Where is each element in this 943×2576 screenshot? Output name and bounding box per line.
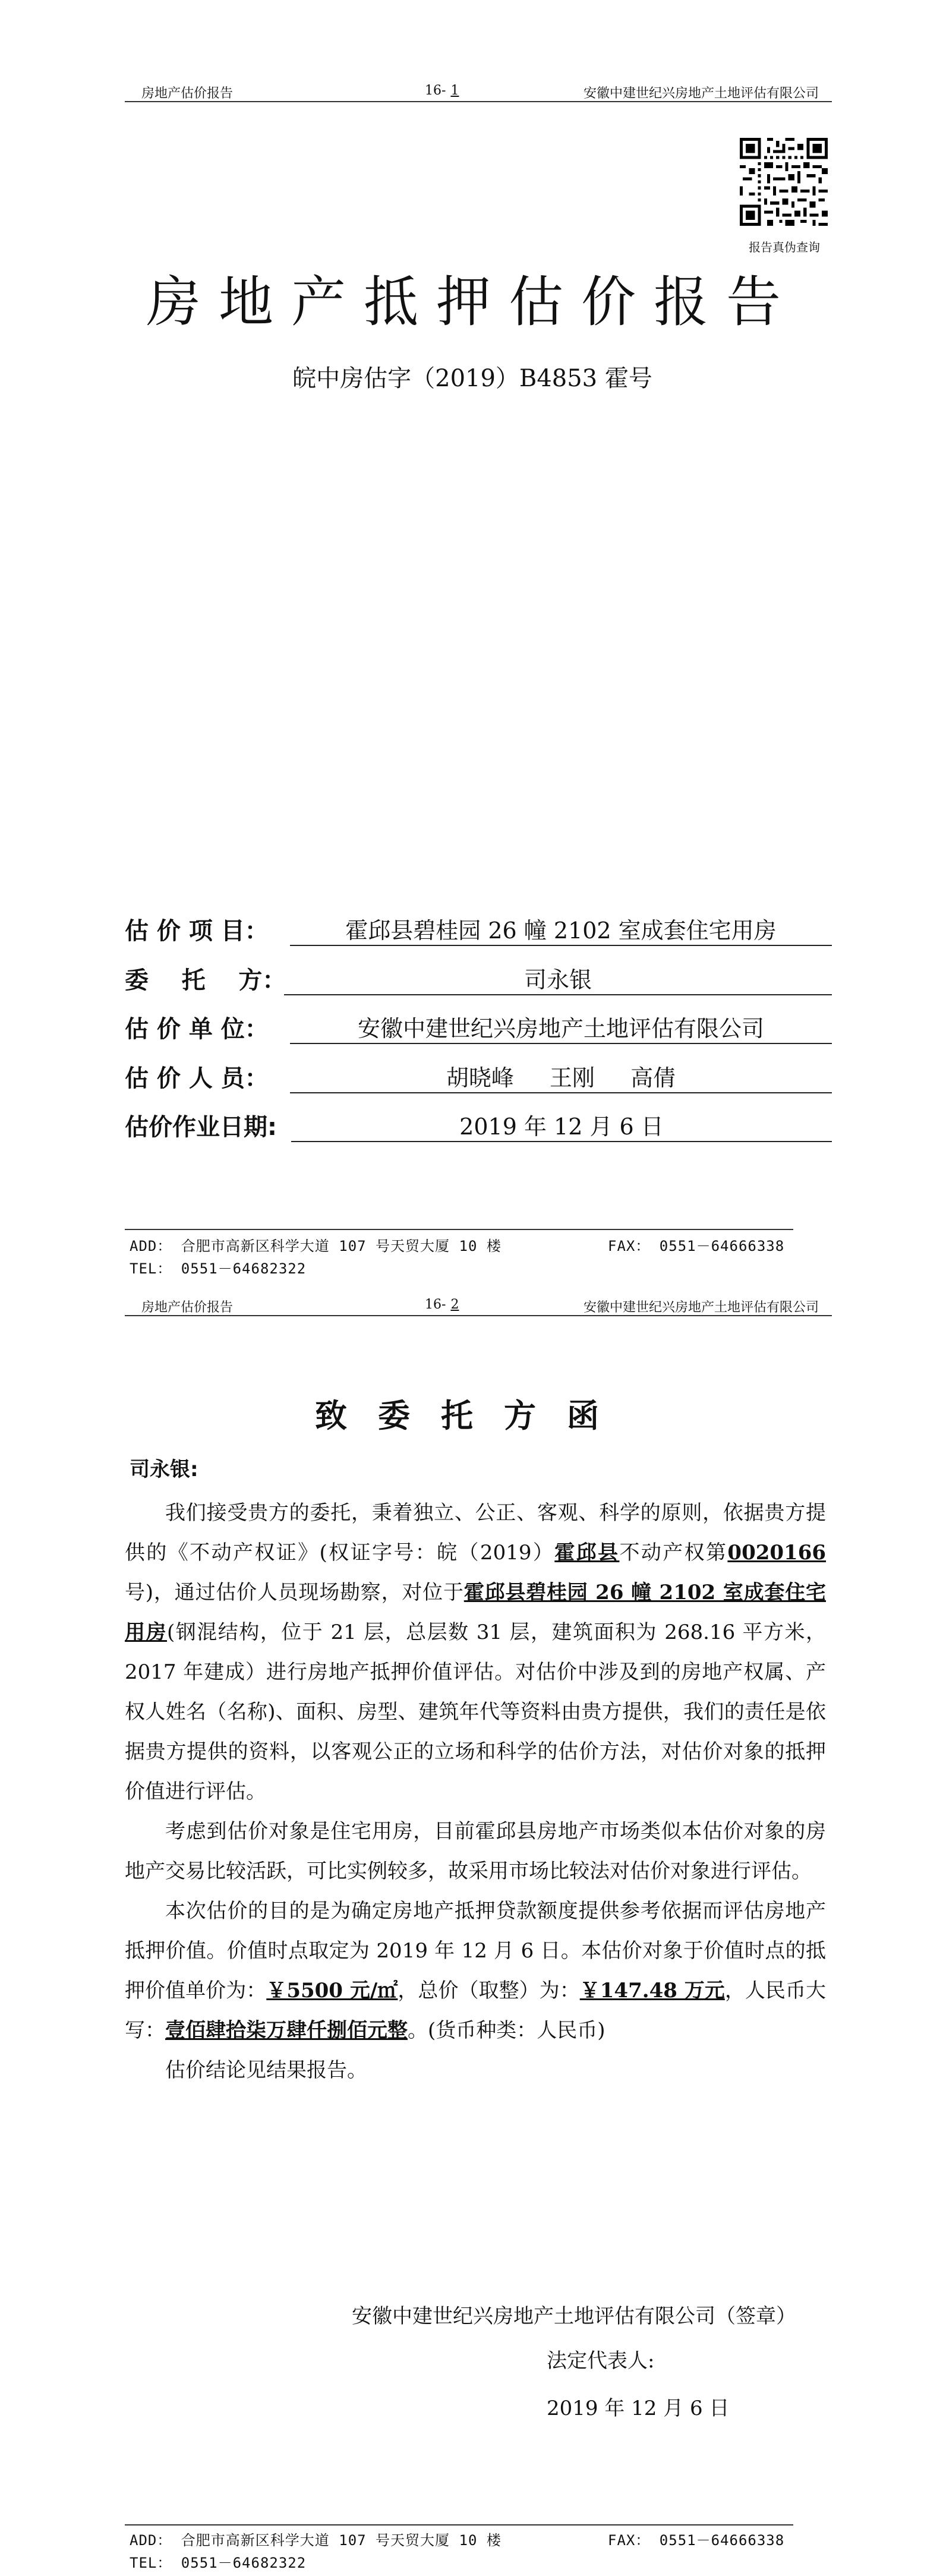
info-row-work-date bbox=[125, 1108, 832, 1144]
footer-tel: TEL： 0551－64682322 bbox=[130, 2555, 307, 2571]
page-footer-1 bbox=[130, 1235, 831, 1280]
qr-code-icon bbox=[740, 138, 828, 226]
footer-fax: FAX： 0551－64666338 bbox=[608, 2532, 785, 2549]
info-row-appraisal-unit bbox=[125, 1010, 832, 1046]
info-value-appraisal-unit: 安徽中建世纪兴房地产土地评估有限公司 bbox=[290, 1010, 832, 1044]
report-title: 房地产抵押估价报告 bbox=[146, 270, 799, 334]
letter-body bbox=[125, 1493, 826, 2091]
letter-title: 致委托方函 bbox=[315, 1397, 630, 1434]
appraiser-name: 高倩 bbox=[630, 1065, 676, 1091]
page-footer-2 bbox=[130, 2529, 831, 2574]
letter-paragraph: 我们接受贵方的委托，秉着独立、公正、客观、科学的原则，依据贵方提供的《不动产权证》(权证字号：皖（2019）霍邱县不动产权第0020166号)，通过估价人员现场勘察，对位于霍邱县碧桂园 26 幢 2102 室成套住宅用房(钢混结构，位于 21 层，总层数 31 层，建筑面积为 268.16 平方米，2017 年建成）进行房地产抵押价值评估。对估价中涉及到的房地产权属、产权人姓名（名称)、面积、房型、建筑年代等资料由贵方提供，我们的责任是依据贵方提供的资料，以客观公正的立场和科学的估价方法，对估价对象的抵押价值进行评估。 bbox=[125, 1501, 827, 1803]
letter-paragraph: 考虑到估价对象是住宅用房，目前霍邱县房地产市场类似本估价对象的房地产交易比较活跃，可比实例较多，故采用市场比较法对估价对象进行评估。 bbox=[125, 1820, 826, 1883]
qr-caption: 报告真伪查询 bbox=[749, 240, 820, 254]
page-header-1 bbox=[125, 83, 832, 102]
header-report-type: 房地产估价报告 bbox=[141, 86, 234, 101]
page-header-2 bbox=[125, 1297, 832, 1316]
info-row-project bbox=[125, 912, 832, 948]
info-label: 估价作业日期: bbox=[125, 1114, 277, 1141]
info-label: 估 价 单 位： bbox=[125, 1016, 269, 1043]
header-company: 安徽中建世纪兴房地产土地评估有限公司 bbox=[583, 86, 819, 101]
footer-tel: TEL： 0551－64682322 bbox=[130, 1260, 307, 1277]
report-number: 皖中房估字（2019）B4853 霍号 bbox=[292, 365, 652, 392]
company-seal-line: 安徽中建世纪兴房地产土地评估有限公司（签章） bbox=[352, 2304, 796, 2328]
info-label: 委 托 方： bbox=[125, 967, 286, 994]
legal-representative: 法定代表人: bbox=[547, 2349, 655, 2373]
info-row-appraisers bbox=[125, 1060, 832, 1095]
info-row-client bbox=[125, 961, 832, 997]
letter-paragraph: 估价结论见结果报告。 bbox=[165, 2058, 367, 2082]
info-value-appraisers bbox=[290, 1060, 832, 1093]
info-label: 估 价 项 目： bbox=[125, 917, 269, 945]
appraiser-name: 王刚 bbox=[549, 1065, 595, 1091]
header-page-number: 16- 2 bbox=[425, 1297, 459, 1312]
header-report-type: 房地产估价报告 bbox=[141, 1300, 234, 1315]
info-value-work-date: 2019 年 12 月 6 日 bbox=[291, 1108, 832, 1142]
info-value-project: 霍邱县碧桂园 26 幢 2102 室成套住宅用房 bbox=[290, 912, 832, 946]
footer-divider bbox=[125, 2524, 793, 2525]
header-page-number: 16- 1 bbox=[425, 83, 459, 98]
letter-paragraph: 本次估价的目的是为确定房地产抵押贷款额度提供参考依据而评估房地产抵押价值。价值时点取定为 2019 年 12 月 6 日。本估价对象于价值时点的抵押价值单价为：￥5500 元/㎡，总价（取整）为：￥147.48 万元，人民币大写：壹佰肆拾柒万肆仟捌佰元整。(货币种类：人民币) bbox=[125, 1899, 827, 2042]
footer-divider bbox=[125, 1229, 793, 1230]
footer-address: ADD： 合肥市高新区科学大道 107 号天贸大厦 10 楼 bbox=[130, 2532, 502, 2549]
letter-salutation: 司永银: bbox=[130, 1458, 198, 1481]
info-value-client: 司永银 bbox=[284, 961, 832, 995]
appraiser-name: 胡晓峰 bbox=[446, 1065, 514, 1091]
info-label: 估 价 人 员： bbox=[125, 1065, 269, 1092]
footer-fax: FAX： 0551－64666338 bbox=[608, 1238, 785, 1254]
letter-date: 2019 年 12 月 6 日 bbox=[547, 2397, 730, 2420]
footer-address: ADD： 合肥市高新区科学大道 107 号天贸大厦 10 楼 bbox=[130, 1238, 502, 1254]
header-company: 安徽中建世纪兴房地产土地评估有限公司 bbox=[583, 1300, 819, 1315]
